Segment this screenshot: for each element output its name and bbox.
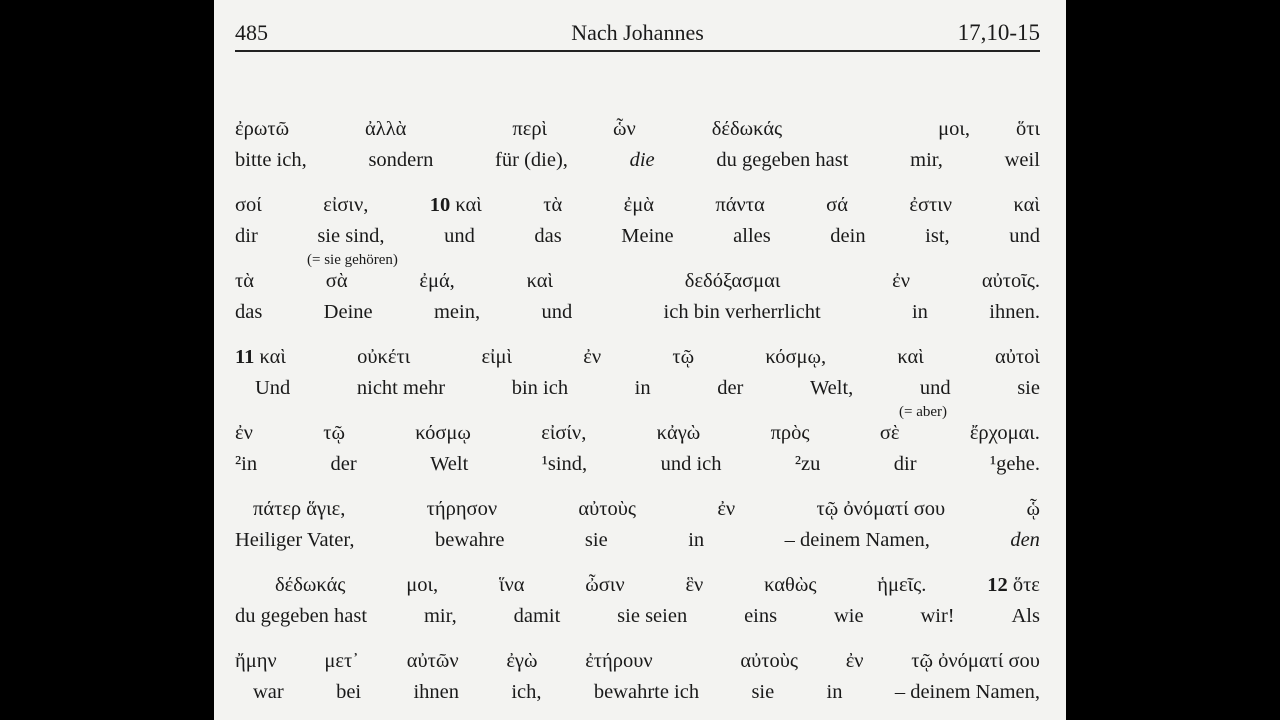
german-word: mir, bbox=[423, 605, 457, 627]
german-word: und bbox=[541, 301, 573, 323]
greek-word: τήρησον bbox=[426, 498, 498, 520]
greek-word: τῷ bbox=[323, 422, 345, 444]
german-word: mein, bbox=[433, 301, 481, 323]
greek-row bbox=[235, 194, 1040, 220]
greek-word: αὐτῶν bbox=[406, 650, 459, 672]
greek-word: ἐτήρουν bbox=[585, 650, 653, 672]
german-row bbox=[235, 377, 1040, 403]
german-word: Und bbox=[255, 377, 291, 399]
greek-word bbox=[987, 574, 1040, 597]
german-word: bewahrte ich bbox=[593, 681, 700, 703]
german-row bbox=[235, 225, 1040, 251]
greek-word: καὶ bbox=[897, 346, 924, 368]
verse-reference: 17,10-15 bbox=[957, 20, 1040, 45]
greek-word: τὰ bbox=[543, 194, 563, 216]
german-word: sie sind, bbox=[317, 225, 385, 247]
german-word: das bbox=[534, 225, 562, 247]
german-word: – deinem Namen, bbox=[784, 529, 930, 551]
greek-word: ἐν bbox=[892, 270, 911, 292]
verse-number: 11 bbox=[235, 346, 255, 368]
german-word: der bbox=[717, 377, 744, 399]
german-word: Als bbox=[1011, 605, 1040, 627]
greek-word: ἐγὼ bbox=[506, 650, 538, 672]
greek-word: ἐστιν bbox=[909, 194, 953, 216]
greek-row bbox=[235, 574, 1040, 600]
german-row bbox=[235, 529, 1040, 555]
greek-word: ὅτι bbox=[1015, 118, 1040, 140]
german-word: ihnen. bbox=[989, 301, 1040, 323]
greek-word: ἐν bbox=[845, 650, 864, 672]
greek-row bbox=[235, 118, 1040, 144]
translation-note: (= sie gehören) bbox=[307, 252, 398, 268]
german-word: den bbox=[1010, 529, 1040, 551]
german-word: Welt bbox=[430, 453, 469, 475]
greek-word: κόσμῳ bbox=[415, 422, 471, 444]
german-word: dir bbox=[893, 453, 917, 475]
german-word: ist, bbox=[925, 225, 950, 247]
greek-word: τῷ ὀνόματί σου bbox=[816, 498, 946, 520]
greek-word: ἐμὰ bbox=[623, 194, 654, 216]
german-row bbox=[235, 453, 1040, 479]
german-row bbox=[235, 605, 1040, 631]
greek-word: αὐτοῖς. bbox=[981, 270, 1040, 292]
greek-word: καὶ bbox=[455, 194, 482, 216]
greek-word: εἰμὶ bbox=[481, 346, 513, 368]
german-word: Welt, bbox=[809, 377, 854, 399]
german-row bbox=[235, 681, 1040, 707]
german-word: die bbox=[629, 149, 655, 171]
greek-word: σὲ bbox=[879, 422, 900, 444]
german-word: ¹sind, bbox=[541, 453, 588, 475]
german-word: dein bbox=[830, 225, 866, 247]
german-word: ²in bbox=[235, 453, 258, 475]
german-row bbox=[235, 301, 1040, 327]
greek-word: αὐτοὶ bbox=[995, 346, 1040, 368]
german-word: und bbox=[444, 225, 475, 247]
greek-row bbox=[235, 346, 1040, 372]
german-word: alles bbox=[733, 225, 771, 247]
german-word: du gegeben hast bbox=[716, 149, 849, 171]
greek-word: ἐρωτῶ bbox=[235, 118, 290, 140]
greek-word: ἐν bbox=[583, 346, 602, 368]
greek-word: ὅτε bbox=[1012, 574, 1040, 596]
german-word: mir, bbox=[910, 149, 943, 171]
german-row bbox=[235, 149, 1040, 175]
german-word: sie seien bbox=[617, 605, 688, 627]
german-word: ²zu bbox=[794, 453, 821, 475]
german-word: ihnen bbox=[413, 681, 459, 703]
german-word: eins bbox=[744, 605, 778, 627]
greek-row bbox=[235, 650, 1040, 676]
greek-word: ἤμην bbox=[235, 650, 277, 672]
greek-row bbox=[235, 270, 1040, 296]
greek-word: τὰ bbox=[235, 270, 254, 292]
german-word: und bbox=[919, 377, 951, 399]
greek-row bbox=[235, 422, 1040, 448]
greek-word: δεδόξασμαι bbox=[684, 270, 781, 292]
greek-word: ἔρχομαι. bbox=[969, 422, 1040, 444]
greek-word: εἰσιν, bbox=[323, 194, 369, 216]
book-page bbox=[214, 0, 1066, 720]
german-word: Heiliger Vater, bbox=[235, 529, 355, 551]
german-word: du gegeben hast bbox=[235, 605, 368, 627]
german-word: Meine bbox=[621, 225, 674, 247]
german-word: sondern bbox=[368, 149, 434, 171]
german-word: – deinem Namen, bbox=[894, 681, 1040, 703]
greek-word: ᾧ bbox=[1026, 498, 1040, 520]
german-word: wie bbox=[833, 605, 864, 627]
german-word: für (die), bbox=[495, 149, 568, 171]
german-word: ich bin verherrlicht bbox=[663, 301, 821, 323]
page-number: 485 bbox=[235, 20, 268, 45]
german-word: bitte ich, bbox=[235, 149, 307, 171]
german-word: sie bbox=[1017, 377, 1040, 399]
greek-word: καὶ bbox=[1013, 194, 1040, 216]
greek-word: μοι, bbox=[406, 574, 439, 596]
greek-word: καθὼς bbox=[764, 574, 817, 596]
german-word: in bbox=[688, 529, 705, 551]
greek-word: σά bbox=[826, 194, 848, 216]
greek-word: ἡμεῖς. bbox=[877, 574, 927, 596]
german-word: bin ich bbox=[511, 377, 569, 399]
greek-word: πάντα bbox=[715, 194, 765, 216]
greek-word: μετ᾽ bbox=[324, 650, 360, 672]
greek-word: κἀγὼ bbox=[656, 422, 701, 444]
greek-word: ἐν bbox=[235, 422, 253, 444]
greek-word: ἵνα bbox=[498, 574, 525, 596]
german-word: in bbox=[911, 301, 928, 323]
greek-word: πάτερ ἅγιε, bbox=[253, 498, 346, 520]
greek-word: ἐν bbox=[717, 498, 736, 520]
german-word: damit bbox=[513, 605, 561, 627]
greek-word: οὐκέτι bbox=[357, 346, 411, 368]
greek-word: ἀλλὰ bbox=[365, 118, 407, 140]
german-word: in bbox=[826, 681, 843, 703]
greek-word: μοι, bbox=[938, 118, 971, 140]
german-word: war bbox=[253, 681, 284, 703]
german-word: dir bbox=[235, 225, 258, 247]
german-word: in bbox=[634, 377, 651, 399]
page-header bbox=[235, 16, 1040, 52]
greek-word: τῷ ὀνόματί σου bbox=[911, 650, 1040, 672]
german-word: bei bbox=[336, 681, 362, 703]
greek-word: σοί bbox=[235, 194, 262, 216]
greek-word: ἓν bbox=[685, 574, 704, 596]
verse-number: 10 bbox=[429, 194, 451, 216]
greek-word: δέδωκάς bbox=[711, 118, 783, 140]
greek-word: αὐτοὺς bbox=[740, 650, 798, 672]
greek-row bbox=[235, 498, 1040, 524]
translation-note: (= aber) bbox=[899, 404, 948, 420]
greek-word bbox=[430, 194, 482, 217]
german-word: der bbox=[330, 453, 357, 475]
german-word: sie bbox=[751, 681, 775, 703]
greek-word: σὰ bbox=[325, 270, 348, 292]
greek-word: περὶ bbox=[512, 118, 548, 140]
greek-word: ὦσιν bbox=[585, 574, 625, 596]
german-word: Deine bbox=[323, 301, 373, 323]
german-word: das bbox=[235, 301, 263, 323]
book-title: Nach Johannes bbox=[571, 20, 704, 45]
greek-word: καὶ bbox=[259, 346, 286, 368]
german-word: und ich bbox=[660, 453, 722, 475]
german-word: weil bbox=[1004, 149, 1040, 171]
greek-word bbox=[235, 346, 286, 369]
verse-number: 12 bbox=[987, 574, 1008, 596]
german-word: und bbox=[1009, 225, 1040, 247]
german-word: nicht mehr bbox=[356, 377, 446, 399]
greek-word: ἐμά, bbox=[419, 270, 455, 292]
greek-word: αὐτοὺς bbox=[578, 498, 637, 520]
greek-word: δέδωκάς bbox=[275, 574, 346, 596]
german-word: wir! bbox=[920, 605, 955, 627]
german-word: ich, bbox=[511, 681, 542, 703]
german-word: ¹gehe. bbox=[989, 453, 1040, 475]
greek-word: τῷ bbox=[672, 346, 695, 368]
german-word: bewahre bbox=[434, 529, 505, 551]
greek-word: καὶ bbox=[526, 270, 553, 292]
greek-word: κόσμῳ, bbox=[765, 346, 827, 368]
greek-word: πρὸς bbox=[770, 422, 810, 444]
greek-word: εἰσίν, bbox=[541, 422, 587, 444]
greek-word: ὧν bbox=[613, 118, 636, 140]
german-word: sie bbox=[584, 529, 608, 551]
